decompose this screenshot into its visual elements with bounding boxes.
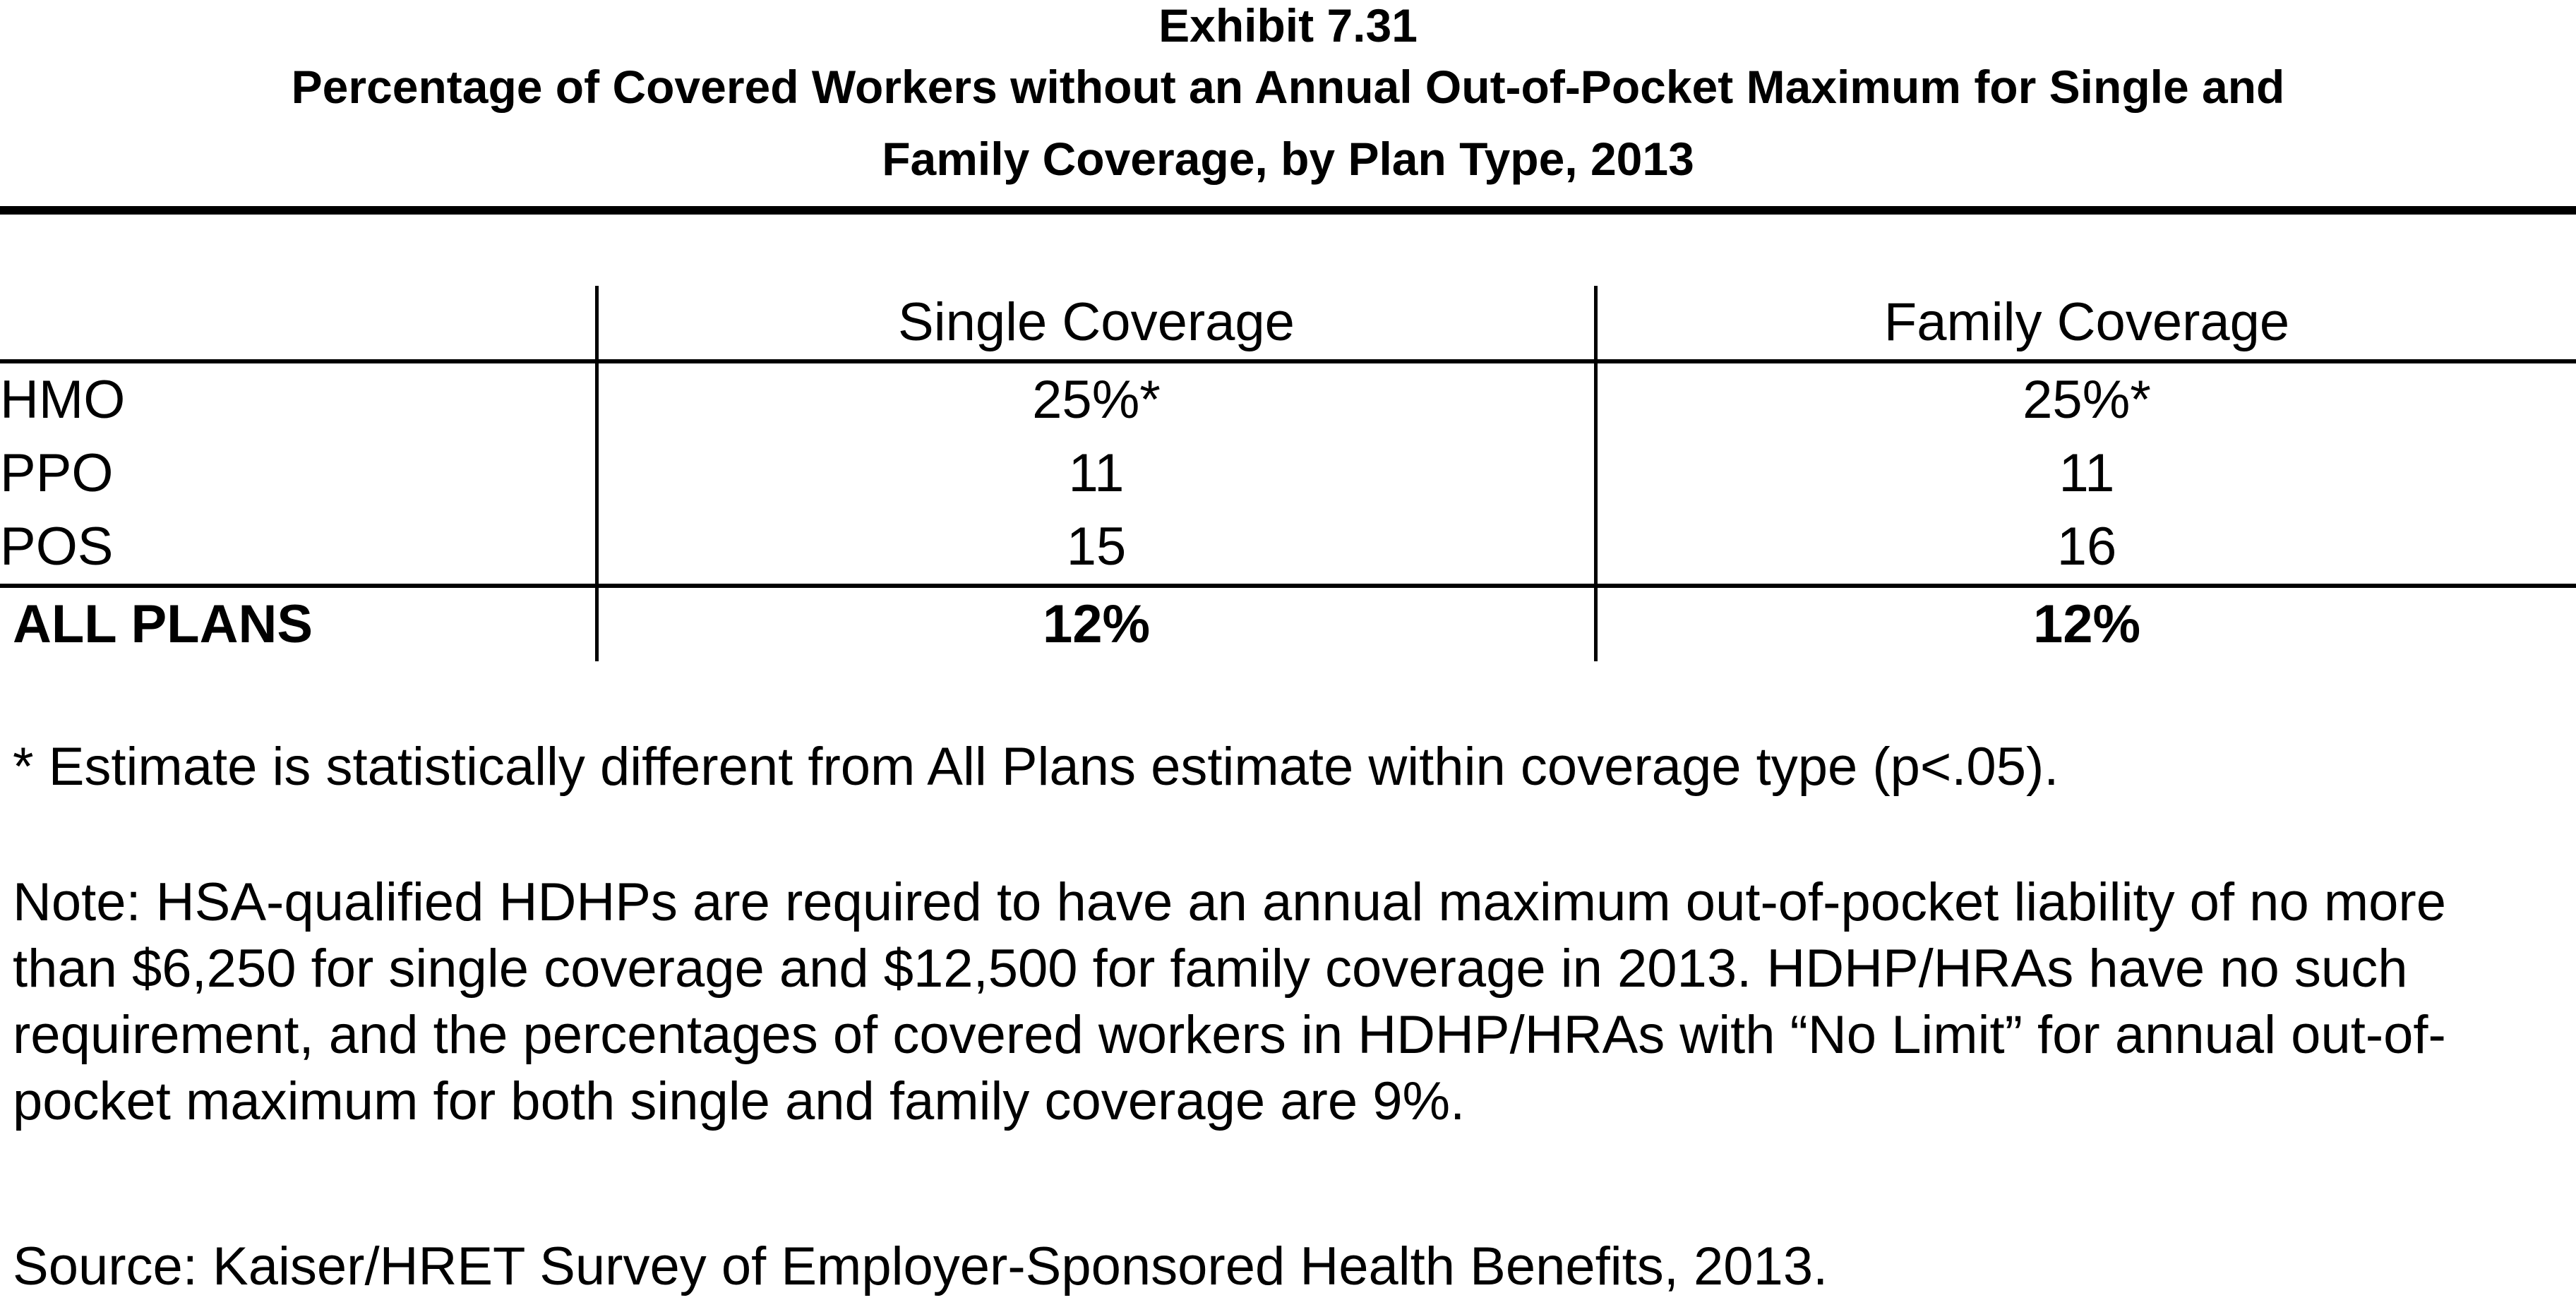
row-label-all-plans: ALL PLANS xyxy=(0,586,597,661)
exhibit-subtitle-line-1: Percentage of Covered Workers without an Annual Out-of-Pocket Maximum for Single and xyxy=(0,51,2576,123)
row-label-ppo: PPO xyxy=(0,437,597,510)
exhibit-title-block xyxy=(0,0,2576,195)
row-label-pos: POS xyxy=(0,510,597,586)
cell-hmo-single: 25%* xyxy=(597,361,1596,437)
cell-hmo-family: 25%* xyxy=(1596,361,2576,437)
title-divider xyxy=(0,206,2576,215)
table-row xyxy=(0,437,2576,510)
table-row xyxy=(0,361,2576,437)
significance-footnote: * Estimate is statistically different from All Plans estimate within coverage type (p<.05). xyxy=(13,734,2561,800)
header-blank xyxy=(0,286,597,361)
row-label-hmo: HMO xyxy=(0,361,597,437)
table-total-row xyxy=(0,586,2576,661)
exhibit-number: Exhibit 7.31 xyxy=(0,0,2576,51)
cell-ppo-single: 11 xyxy=(597,437,1596,510)
hdhp-note: Note: HSA-qualified HDHPs are required to have an annual maximum out-of-pocket liability of no more than $6,250 for single coverage and $12,500 for family coverage in 2013. HDHP/HRAs have no such requirement, and the percentages of covered workers in HDHP/HRAs with “No Limit” for annual out-of-pocket maximum for both single and family coverage are 9%. xyxy=(13,869,2561,1135)
cell-ppo-family: 11 xyxy=(1596,437,2576,510)
header-single-coverage: Single Coverage xyxy=(597,286,1596,361)
cell-pos-family: 16 xyxy=(1596,510,2576,586)
table-row xyxy=(0,510,2576,586)
cell-all-plans-family: 12% xyxy=(1596,586,2576,661)
cell-pos-single: 15 xyxy=(597,510,1596,586)
coverage-table xyxy=(0,286,2576,661)
source-line: Source: Kaiser/HRET Survey of Employer-Sponsored Health Benefits, 2013. xyxy=(13,1234,2561,1300)
cell-all-plans-single: 12% xyxy=(597,586,1596,661)
exhibit-subtitle-line-2: Family Coverage, by Plan Type, 2013 xyxy=(0,123,2576,195)
header-family-coverage: Family Coverage xyxy=(1596,286,2576,361)
table-header-row xyxy=(0,286,2576,361)
